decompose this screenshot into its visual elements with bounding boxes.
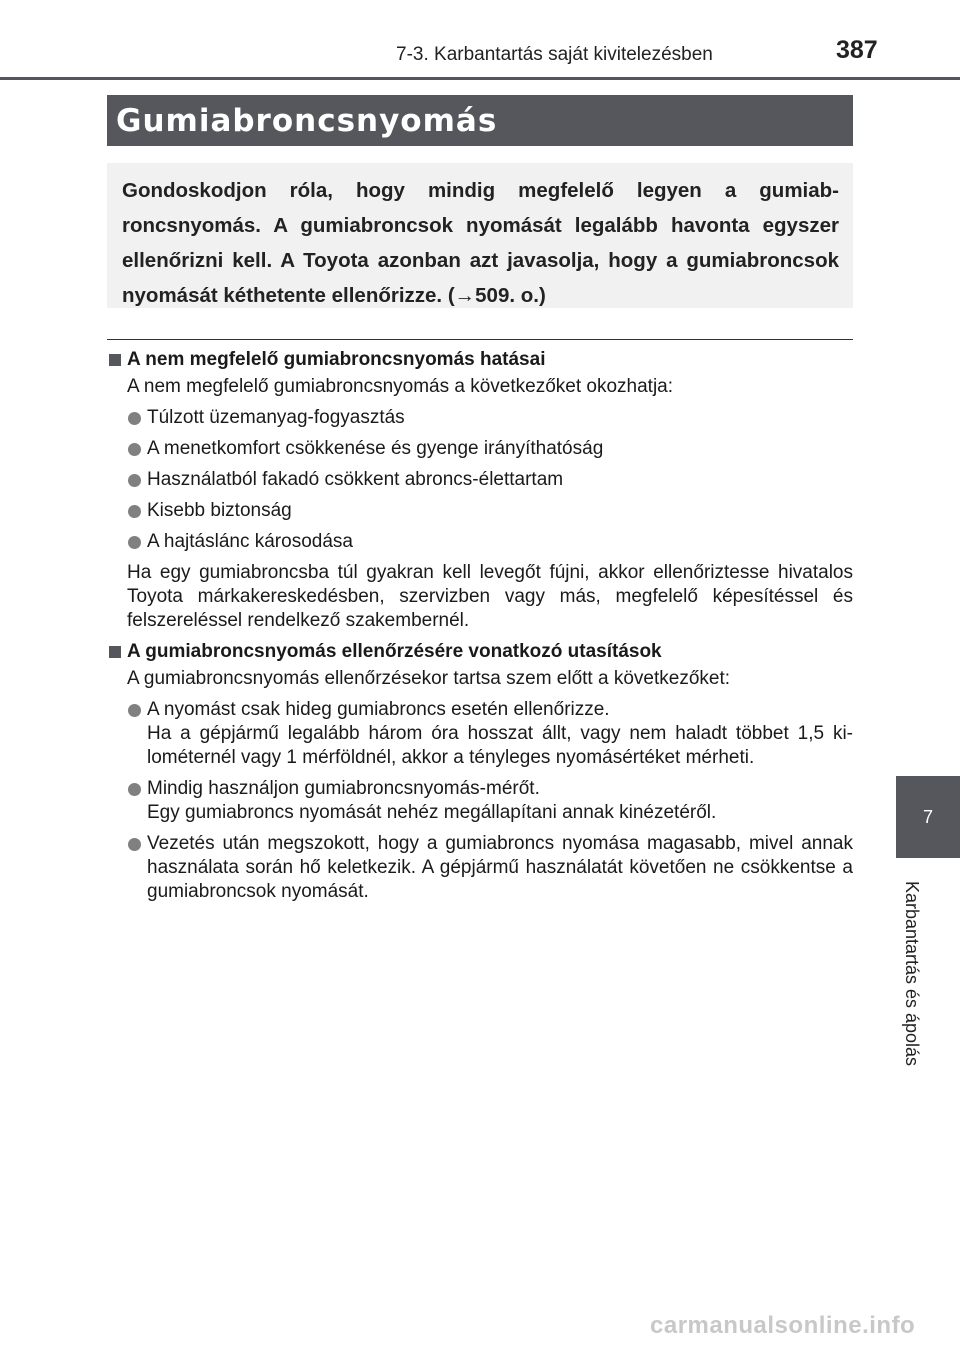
title-bar <box>107 95 853 146</box>
list-item-sub: Ha a gépjármű legalább három óra hosszat állt, vagy nem haladt többet 1,5 kilométernél vagy 1 mérföldnél, akkor a tényleges nyomásértéket mérheti. <box>147 723 853 768</box>
list-item <box>107 499 853 523</box>
bullet-icon <box>128 783 141 796</box>
page-number: 387 <box>836 36 878 64</box>
list-item-text <box>147 777 853 825</box>
header-rule <box>0 77 960 80</box>
watermark: carmanualsonline.info <box>650 1312 916 1339</box>
section-lead: A gumiabroncsnyomás ellenőrzésekor tartsa szem előtt a következőket: <box>127 668 731 689</box>
list-item <box>107 777 853 825</box>
chapter-number: 7 <box>922 806 933 827</box>
list-item-main: Vezetés után megszokott, hogy a gumiabroncs nyomása magasabb, mivel annak használata során hő keletkezik. A gépjármű használatát követően ne csökkentse a gumiabroncsok nyomását. <box>147 833 853 902</box>
section-heading-instructions <box>107 640 853 664</box>
list-item-main: Mindig használjon gumiabroncsnyomás-mérőt. <box>147 778 540 799</box>
list-item-sub: Egy gumiabroncs nyomását nehéz megállapítani annak kinézetéről. <box>147 802 717 823</box>
list-item-text: A menetkomfort csökkenése és gyenge irányíthatóság <box>147 438 604 459</box>
section-note: Ha egy gumiabroncsba túl gyakran kell levegőt fújni, akkor ellenőriztesse hivatalos Toyota márkakereskedésben, szervizben vagy más, megfelelő képesítéssel és felszereléssel rendelkező szakembernél. <box>127 562 853 631</box>
section-heading-text: A nem megfelelő gumiabroncsnyomás hatásai <box>127 349 546 370</box>
section-heading-text: A gumiabroncsnyomás ellenőrzésére vonatkozó utasítások <box>127 641 662 662</box>
list-item-text <box>147 698 853 770</box>
bullet-icon <box>128 704 141 717</box>
list-item <box>107 468 853 492</box>
list-item-main: A nyomást csak hideg gumiabroncs esetén ellenőrizze. <box>147 699 610 720</box>
running-header-section: 7-3. Karbantartás saját kivitelezésben <box>396 44 713 65</box>
square-bullet-icon <box>109 646 121 658</box>
bullet-icon <box>128 536 141 549</box>
list-item <box>107 832 853 904</box>
list-item-text: Kisebb biztonság <box>147 500 292 521</box>
bullet-icon <box>128 443 141 456</box>
list-item-text: Túlzott üzemanyag-fogyasztás <box>147 407 405 428</box>
list-item-text <box>147 832 853 904</box>
square-bullet-icon <box>109 354 121 366</box>
content <box>107 348 853 911</box>
section-lead: A nem megfelelő gumiabroncsnyomás a következőket okozhatja: <box>127 376 674 397</box>
list-item <box>107 406 853 430</box>
list-item-text: Használatból fakadó csökkent abroncs-élettartam <box>147 469 564 490</box>
list-item <box>107 530 853 554</box>
intro-text: Gondoskodjon róla, hogy mindig megfelelő legyen a gumiabroncsnyomás. A gumiabroncsok nyomását legalább havonta egyszer ellenőrizni kell. A Toyota azonban azt javasolja, hogy a gumiabroncsok nyomását kéthetente ellenőrizze. (→509. o.) <box>122 179 839 307</box>
page-title: Gumiabroncsnyomás <box>116 102 498 139</box>
chapter-tab <box>896 776 960 858</box>
list-item-text: A hajtáslánc károsodása <box>147 531 353 552</box>
bullet-icon <box>128 505 141 518</box>
bullet-icon <box>128 838 141 851</box>
list-item <box>107 437 853 461</box>
intro-box <box>107 163 853 308</box>
bullet-icon <box>128 474 141 487</box>
content-rule <box>107 339 853 340</box>
section-heading-effects <box>107 348 853 372</box>
list-item <box>107 698 853 770</box>
chapter-label <box>897 868 927 1078</box>
bullet-icon <box>128 412 141 425</box>
chapter-label-text: Karbantartás és ápolás <box>902 880 923 1066</box>
